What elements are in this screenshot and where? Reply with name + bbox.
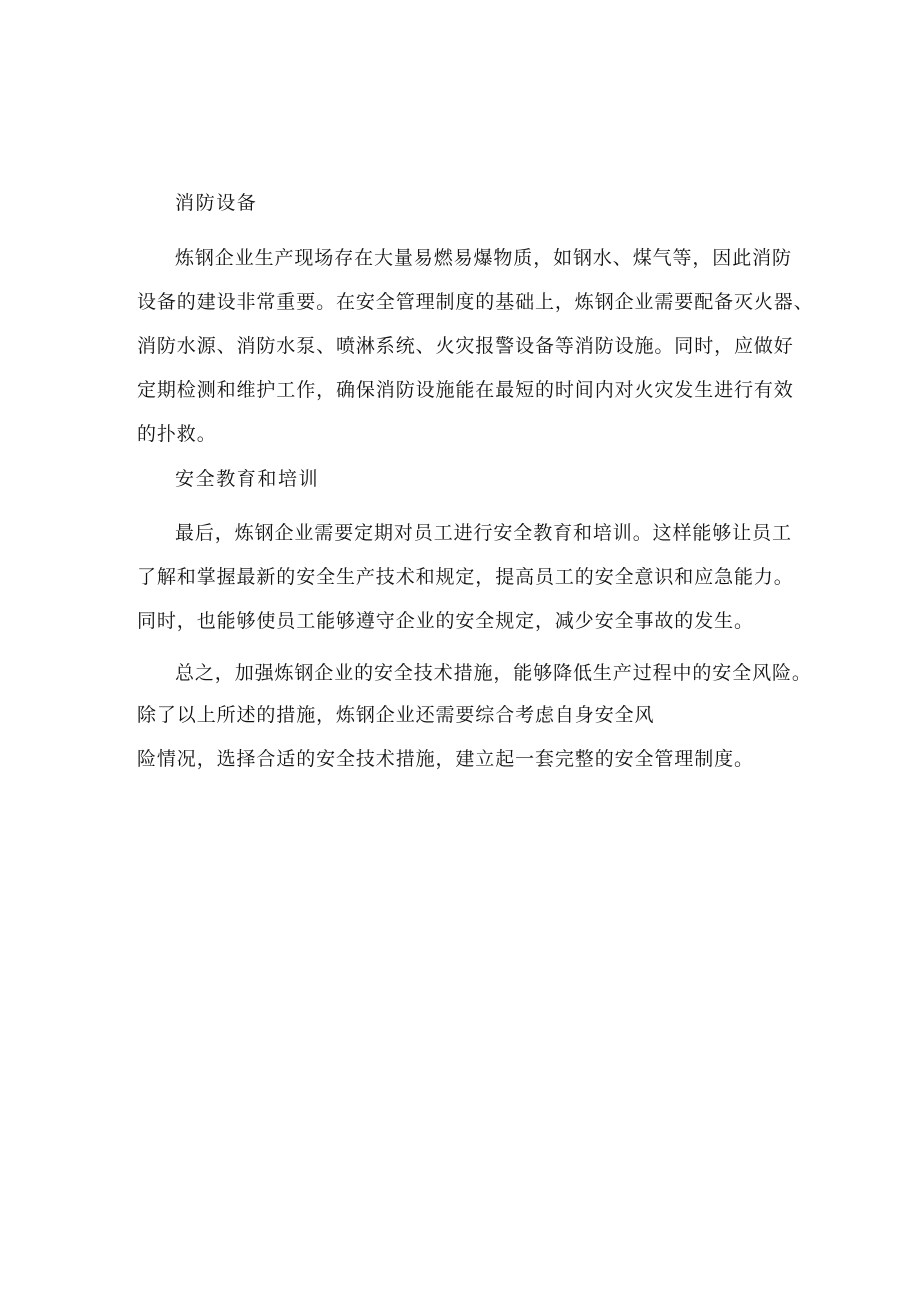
section-heading-safety-training: 安全教育和培训 (175, 468, 320, 490)
paragraph-line: 同时，也能够使员工能够遵守企业的安全规定，减少安全事故的发生。 (137, 610, 754, 632)
conclusion-line: 除了以上所述的措施，炼钢企业还需要综合考虑自身安全风 (137, 704, 655, 726)
conclusion-line: 险情况，选择合适的安全技术措施，建立起一套完整的安全管理制度。 (137, 748, 754, 770)
paragraph-line: 最后，炼钢企业需要定期对员工进行安全教育和培训。这样能够让员工 (175, 522, 792, 544)
paragraph-line: 了解和掌握最新的安全生产技术和规定，提高员工的安全意识和应急能力。 (137, 566, 794, 588)
section-heading-fire-equipment: 消防设备 (175, 192, 258, 214)
paragraph-line: 炼钢企业生产现场存在大量易燃易爆物质，如钢水、煤气等，因此消防 (175, 247, 792, 269)
paragraph-line: 消防水源、消防水泵、喷淋系统、火灾报警设备等消防设施。同时，应做好 (137, 335, 794, 357)
paragraph-line: 设备的建设非常重要。在安全管理制度的基础上，炼钢企业需要配备灭火器、 (137, 291, 814, 313)
paragraph-line: 的扑救。 (137, 423, 217, 445)
paragraph-line: 定期检测和维护工作，确保消防设施能在最短的时间内对火灾发生进行有效 (137, 379, 794, 401)
conclusion-line: 总之，加强炼钢企业的安全技术措施，能够降低生产过程中的安全风险。 (175, 662, 812, 684)
